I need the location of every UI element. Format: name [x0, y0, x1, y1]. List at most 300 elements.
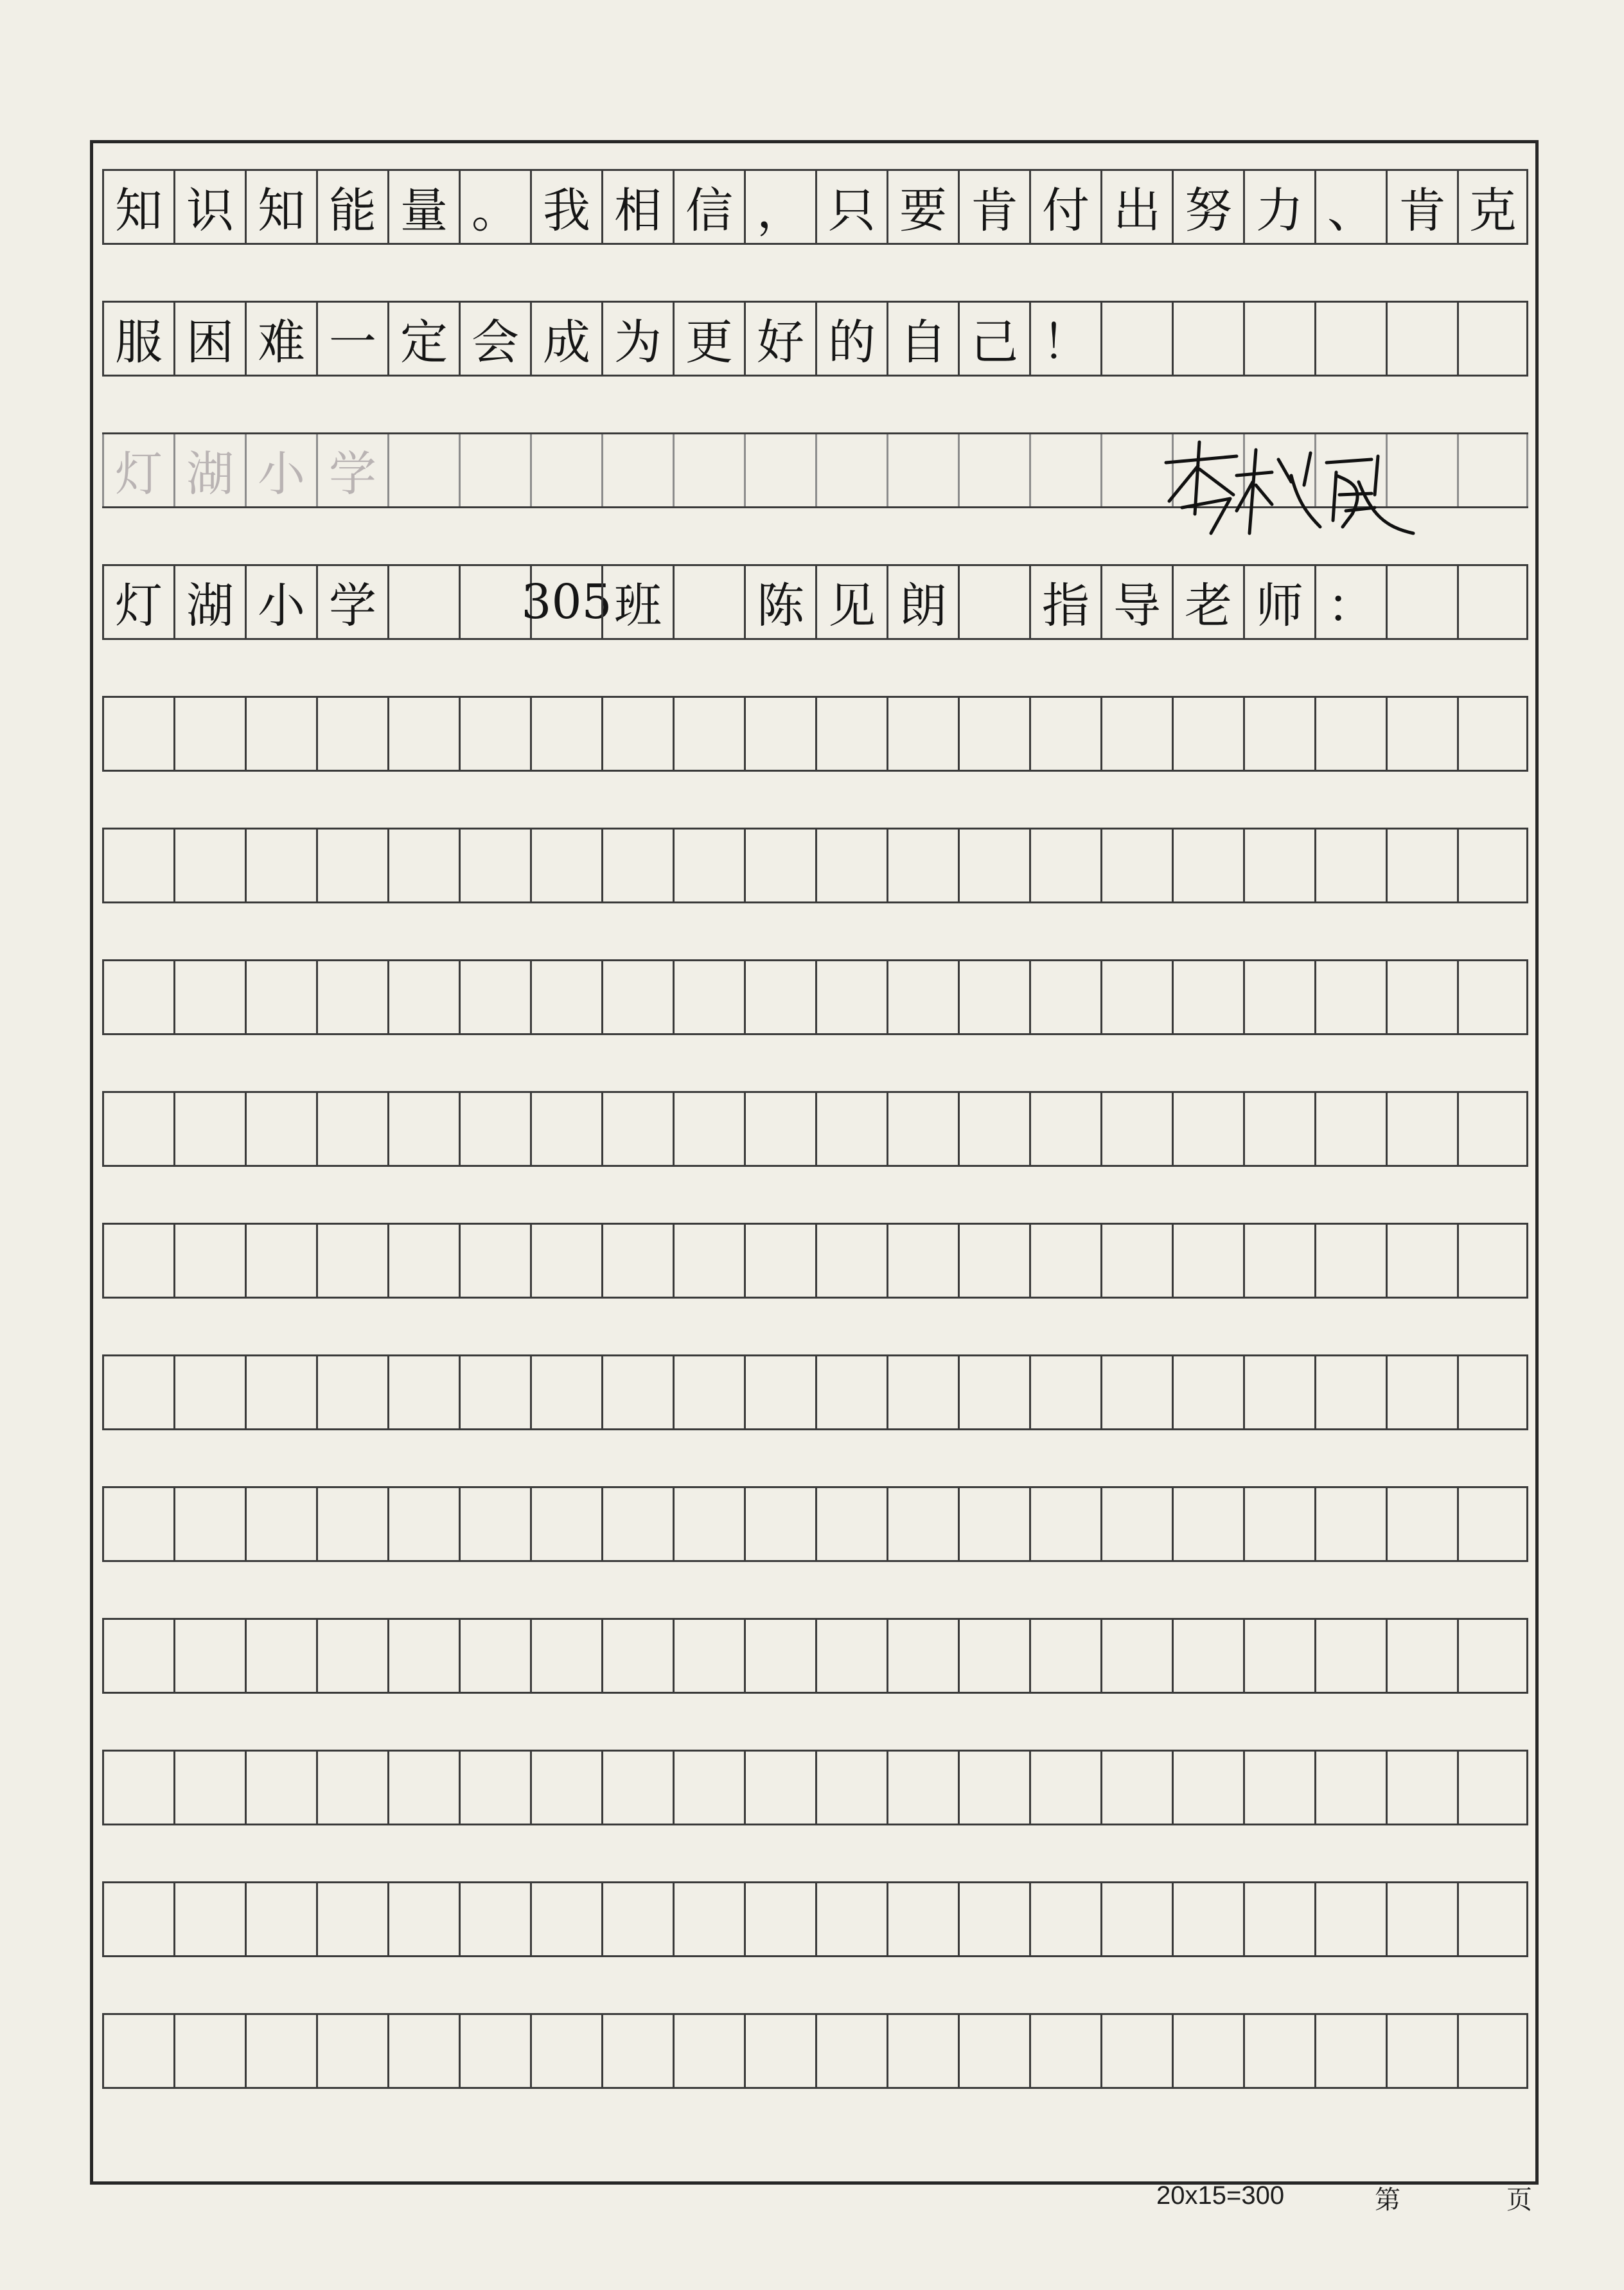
handwritten-char	[1388, 303, 1457, 375]
empty-grid-row	[102, 1618, 1528, 1694]
grid-cell	[887, 1356, 958, 1428]
grid-cell	[1314, 1883, 1386, 1955]
grid-cell	[173, 303, 245, 375]
grid-cell	[316, 1883, 387, 1955]
handwritten-char: ，	[757, 183, 804, 238]
grid-cell	[173, 1225, 245, 1297]
grid-cell	[1314, 1620, 1386, 1692]
grid-cell	[1386, 171, 1457, 243]
grid-cell	[1172, 1356, 1243, 1428]
empty-grid-row	[102, 1750, 1528, 1825]
grid-cell	[887, 2015, 958, 2087]
grid-cell	[245, 961, 316, 1033]
grid-cell	[1029, 434, 1100, 506]
handwritten-char: 肯	[1399, 183, 1446, 238]
grid-cell	[744, 1488, 815, 1560]
handwritten-char: 小	[258, 447, 305, 502]
grid-cell	[673, 1620, 744, 1692]
handwritten-char	[389, 566, 459, 638]
handwritten-char	[461, 566, 530, 638]
grid-cell	[245, 698, 316, 770]
grid-cell	[245, 1225, 316, 1297]
grid-cell	[316, 434, 387, 506]
grid-cell	[316, 961, 387, 1033]
grid-cell	[316, 1225, 387, 1297]
grid-cell	[530, 1225, 601, 1297]
grid-cell	[601, 171, 673, 243]
grid-cell	[887, 1225, 958, 1297]
grid-cell	[1386, 1225, 1457, 1297]
handwritten-char: 学	[329, 578, 376, 634]
grid-cell	[1029, 171, 1100, 243]
grid-cell	[530, 830, 601, 901]
grid-cell	[673, 698, 744, 770]
grid-cell	[459, 1488, 530, 1560]
grid-cell	[1243, 2015, 1314, 2087]
grid-cell	[530, 698, 601, 770]
handwritten-char: 自	[899, 315, 947, 370]
grid-cell	[673, 1488, 744, 1560]
grid-cell	[744, 1752, 815, 1824]
grid-cell	[744, 1620, 815, 1692]
handwritten-char: 付	[1042, 183, 1090, 238]
grid-cell	[1100, 171, 1172, 243]
handwritten-char: 能	[329, 183, 376, 238]
grid-cell	[1243, 961, 1314, 1033]
grid-cell	[1314, 830, 1386, 901]
grid-cell	[1029, 961, 1100, 1033]
grid-cell	[815, 303, 887, 375]
grid-cell	[173, 434, 245, 506]
grid-cell	[173, 830, 245, 901]
grid-cell	[245, 303, 316, 375]
grid-cell	[1029, 2015, 1100, 2087]
grid-cell	[887, 566, 958, 638]
grid-cell	[102, 1225, 173, 1297]
grid-cell	[1314, 1093, 1386, 1165]
grid-cell	[958, 830, 1029, 901]
grid-cell	[1243, 1752, 1314, 1824]
grid-cell	[1172, 1883, 1243, 1955]
handwritten-char	[603, 434, 673, 506]
grid-cell	[387, 566, 459, 638]
grid-cell	[1386, 1093, 1457, 1165]
handwritten-char	[1102, 303, 1172, 375]
grid-cell	[1243, 303, 1314, 375]
handwritten-char	[461, 434, 530, 506]
grid-cell	[245, 830, 316, 901]
grid-cell	[1243, 698, 1314, 770]
grid-cell	[1029, 303, 1100, 375]
handwritten-char: 陈	[757, 578, 804, 634]
grid-cell	[245, 2015, 316, 2087]
handwritten-char: 定	[400, 315, 448, 370]
grid-cell	[1457, 1093, 1528, 1165]
grid-cell	[815, 1093, 887, 1165]
grid-cell	[887, 1752, 958, 1824]
handwritten-char: 量	[400, 183, 448, 238]
grid-cell	[459, 171, 530, 243]
grid-cell	[815, 1488, 887, 1560]
handwritten-char: 、	[1327, 183, 1375, 238]
grid-cell	[173, 1488, 245, 1560]
text-row	[102, 564, 1528, 640]
grid-cell	[316, 1488, 387, 1560]
grid-cell	[958, 1620, 1029, 1692]
handwritten-char	[1388, 566, 1457, 638]
grid-cell	[1100, 1356, 1172, 1428]
grid-cell	[173, 1752, 245, 1824]
grid-cell	[530, 1093, 601, 1165]
grid-cell	[1100, 1752, 1172, 1824]
handwritten-char: 朗	[899, 578, 947, 634]
grid-cell	[815, 1883, 887, 1955]
grid-cell	[1243, 1488, 1314, 1560]
grid-cell	[530, 434, 601, 506]
handwritten-char: 己	[971, 315, 1018, 370]
grid-cell	[744, 961, 815, 1033]
empty-grid-row	[102, 959, 1528, 1035]
grid-cell	[1029, 1225, 1100, 1297]
grid-cell	[316, 1356, 387, 1428]
grid-cell	[958, 1752, 1029, 1824]
grid-cell	[887, 434, 958, 506]
grid-cell	[1314, 566, 1386, 638]
grid-cell	[601, 2015, 673, 2087]
grid-cell	[1100, 1883, 1172, 1955]
handwritten-char	[960, 434, 1029, 506]
grid-cell	[1386, 1356, 1457, 1428]
grid-cell	[459, 1620, 530, 1692]
grid-cell	[673, 171, 744, 243]
grid-cell	[1457, 1620, 1528, 1692]
grid-cell	[1029, 566, 1100, 638]
grid-cell	[601, 303, 673, 375]
grid-cell	[387, 171, 459, 243]
grid-cell	[102, 1488, 173, 1560]
handwritten-char: 师	[1256, 578, 1303, 634]
handwritten-char: 信	[685, 183, 733, 238]
grid-cell	[815, 434, 887, 506]
grid-cell	[1100, 961, 1172, 1033]
grid-cell	[887, 1620, 958, 1692]
grid-cell	[1386, 566, 1457, 638]
grid-cell	[245, 1752, 316, 1824]
grid-cell	[1457, 830, 1528, 901]
handwritten-char: 服	[115, 315, 163, 370]
grid-cell	[958, 2015, 1029, 2087]
grid-cell	[530, 1883, 601, 1955]
grid-cell	[601, 1620, 673, 1692]
grid-cell	[744, 303, 815, 375]
grid-cell	[1243, 1225, 1314, 1297]
grid-cell	[1457, 698, 1528, 770]
grid-cell	[815, 566, 887, 638]
grid-cell	[316, 171, 387, 243]
footer-page-suffix: 页	[1506, 2185, 1532, 2215]
grid-cell	[102, 566, 173, 638]
handwritten-char	[1174, 303, 1243, 375]
grid-cell	[673, 2015, 744, 2087]
handwritten-char: 知	[258, 183, 305, 238]
empty-grid-row	[102, 1881, 1528, 1957]
grid-cell	[1314, 698, 1386, 770]
grid-cell	[1457, 1356, 1528, 1428]
grid-cell	[387, 1488, 459, 1560]
grid-cell	[102, 698, 173, 770]
grid-cell	[887, 961, 958, 1033]
grid-cell	[102, 171, 173, 243]
text-row	[102, 169, 1528, 245]
grid-cell	[1314, 1488, 1386, 1560]
grid-cell	[245, 1488, 316, 1560]
handwritten-char: 为	[614, 315, 662, 370]
handwritten-char: 识	[186, 183, 234, 238]
grid-cell	[316, 830, 387, 901]
handwritten-char: 的	[828, 315, 876, 370]
grid-cell	[316, 698, 387, 770]
grid-cell	[387, 1093, 459, 1165]
grid-cell	[673, 1883, 744, 1955]
empty-grid-row	[102, 2013, 1528, 2089]
grid-cell	[601, 1093, 673, 1165]
handwritten-char	[1459, 303, 1526, 375]
grid-cell	[102, 2015, 173, 2087]
grid-cell	[102, 1356, 173, 1428]
grid-cell	[673, 1093, 744, 1165]
grid-cell	[887, 171, 958, 243]
grid-cell	[459, 1752, 530, 1824]
handwritten-char: 305	[521, 574, 612, 630]
grid-cell	[102, 303, 173, 375]
grid-cell	[1172, 1093, 1243, 1165]
grid-cell	[1457, 1752, 1528, 1824]
grid-cell	[744, 1356, 815, 1428]
grid-cell	[1457, 434, 1528, 506]
grid-cell	[673, 1225, 744, 1297]
handwritten-char: 克	[1469, 183, 1517, 238]
grid-cell	[1457, 1225, 1528, 1297]
handwritten-char: 学	[329, 447, 376, 502]
grid-cell	[1243, 171, 1314, 243]
grid-cell	[530, 1752, 601, 1824]
grid-cell	[1457, 1488, 1528, 1560]
grid-cell	[887, 1883, 958, 1955]
grid-cell	[459, 961, 530, 1033]
grid-cell	[601, 1883, 673, 1955]
grid-cell	[530, 171, 601, 243]
grid-cell	[958, 1883, 1029, 1955]
grid-cell	[102, 1883, 173, 1955]
grid-cell	[887, 1488, 958, 1560]
handwritten-char: 湖	[186, 447, 234, 502]
grid-cell	[459, 303, 530, 375]
grid-cell	[601, 1752, 673, 1824]
handwritten-char: 出	[1113, 183, 1161, 238]
grid-cell	[744, 1883, 815, 1955]
handwritten-char: 困	[186, 315, 234, 370]
grid-cell	[601, 566, 673, 638]
grid-cell	[1172, 2015, 1243, 2087]
grid-cell	[316, 1752, 387, 1824]
grid-cell	[601, 830, 673, 901]
grid-cell	[601, 1488, 673, 1560]
grid-cell	[1243, 566, 1314, 638]
grid-cell	[521, 566, 612, 638]
grid-cell	[887, 303, 958, 375]
grid-cell	[316, 2015, 387, 2087]
grid-cell	[673, 961, 744, 1033]
grid-cell	[173, 2015, 245, 2087]
grid-cell	[1100, 1620, 1172, 1692]
grid-cell	[744, 830, 815, 901]
grid-cell	[815, 1752, 887, 1824]
grid-cell	[459, 698, 530, 770]
grid-cell	[1172, 1488, 1243, 1560]
grid-cell	[173, 698, 245, 770]
grid-cell	[102, 961, 173, 1033]
handwritten-char	[389, 434, 459, 506]
grid-cell	[1243, 1093, 1314, 1165]
grid-cell	[173, 171, 245, 243]
grid-cell	[459, 2015, 530, 2087]
handwritten-char: 灯	[115, 578, 163, 634]
handwritten-char	[746, 434, 815, 506]
handwritten-char: 导	[1113, 578, 1161, 634]
handwritten-char: 难	[258, 315, 305, 370]
handwritten-char	[1316, 303, 1386, 375]
grid-cell	[530, 303, 601, 375]
grid-cell	[1386, 830, 1457, 901]
teacher-signature	[1160, 437, 1417, 546]
grid-cell	[102, 1093, 173, 1165]
grid-cell	[387, 303, 459, 375]
grid-cell	[958, 698, 1029, 770]
grid-cell	[958, 303, 1029, 375]
grid-cell	[1457, 171, 1528, 243]
grid-cell	[673, 1356, 744, 1428]
grid-cell	[673, 303, 744, 375]
grid-cell	[815, 830, 887, 901]
grid-cell	[1100, 1488, 1172, 1560]
handwritten-char: 一	[329, 315, 376, 370]
grid-cell	[387, 1620, 459, 1692]
empty-grid-row	[102, 828, 1528, 903]
grid-cell	[530, 961, 601, 1033]
grid-cell	[1314, 961, 1386, 1033]
grid-cell	[1457, 303, 1528, 375]
grid-cell	[173, 961, 245, 1033]
handwritten-char: 见	[828, 578, 876, 634]
grid-cell	[316, 303, 387, 375]
grid-cell	[1029, 1752, 1100, 1824]
grid-cell	[1314, 1225, 1386, 1297]
grid-cell	[744, 434, 815, 506]
handwritten-char	[1459, 566, 1526, 638]
handwritten-char: 。	[472, 183, 519, 238]
grid-cell	[1314, 303, 1386, 375]
grid-cell	[102, 1620, 173, 1692]
handwritten-char: 要	[899, 183, 947, 238]
grid-cell	[387, 1225, 459, 1297]
grid-cell	[1386, 2015, 1457, 2087]
grid-cell	[1100, 303, 1172, 375]
grid-cell	[1100, 2015, 1172, 2087]
grid-cell	[1100, 830, 1172, 901]
handwritten-char	[960, 566, 1029, 638]
grid-cell	[601, 961, 673, 1033]
grid-cell	[673, 566, 744, 638]
grid-cell	[1029, 1356, 1100, 1428]
grid-cell	[1457, 2015, 1528, 2087]
grid-cell	[173, 1356, 245, 1428]
grid-cell	[1172, 1752, 1243, 1824]
grid-cell	[601, 698, 673, 770]
grid-cell	[1029, 1883, 1100, 1955]
grid-cell	[1457, 961, 1528, 1033]
grid-cell	[887, 698, 958, 770]
grid-cell	[316, 1620, 387, 1692]
handwritten-char: 小	[258, 578, 305, 634]
grid-cell	[387, 830, 459, 901]
grid-cell	[1243, 830, 1314, 901]
grid-cell	[1386, 1752, 1457, 1824]
grid-cell	[1314, 171, 1386, 243]
grid-cell	[1314, 2015, 1386, 2087]
empty-grid-row	[102, 696, 1528, 772]
grid-cell	[673, 1752, 744, 1824]
grid-cell	[1243, 1883, 1314, 1955]
grid-cell	[1386, 303, 1457, 375]
grid-cell	[1172, 171, 1243, 243]
handwritten-char: 努	[1185, 183, 1232, 238]
grid-cell	[173, 1093, 245, 1165]
grid-cell	[387, 434, 459, 506]
empty-grid-row	[102, 1354, 1528, 1430]
grid-cell	[1100, 1225, 1172, 1297]
footer-page-label: 第	[1375, 2185, 1400, 2215]
grid-cell	[316, 566, 387, 638]
grid-cell	[744, 171, 815, 243]
grid-cell	[601, 434, 673, 506]
handwritten-char: 我	[543, 183, 590, 238]
grid-cell	[1243, 1620, 1314, 1692]
grid-cell	[245, 1093, 316, 1165]
handwritten-char	[532, 434, 601, 506]
grid-cell	[958, 1093, 1029, 1165]
grid-cell	[958, 434, 1029, 506]
grid-cell	[601, 1356, 673, 1428]
grid-cell	[1172, 303, 1243, 375]
grid-cell	[958, 171, 1029, 243]
grid-cell	[744, 566, 815, 638]
grid-cell	[459, 830, 530, 901]
handwritten-char: 湖	[186, 578, 234, 634]
grid-cell	[530, 1356, 601, 1428]
grid-cell	[1314, 1356, 1386, 1428]
handwritten-char: 肯	[971, 183, 1018, 238]
grid-cell	[1457, 566, 1528, 638]
grid-cell	[1386, 1488, 1457, 1560]
grid-cell	[958, 1225, 1029, 1297]
grid-cell	[815, 698, 887, 770]
handwritten-char: 只	[828, 183, 876, 238]
grid-cell	[1386, 1883, 1457, 1955]
grid-cell	[673, 434, 744, 506]
handwritten-char: 会	[472, 315, 519, 370]
grid-cell	[102, 830, 173, 901]
grid-cell	[815, 2015, 887, 2087]
